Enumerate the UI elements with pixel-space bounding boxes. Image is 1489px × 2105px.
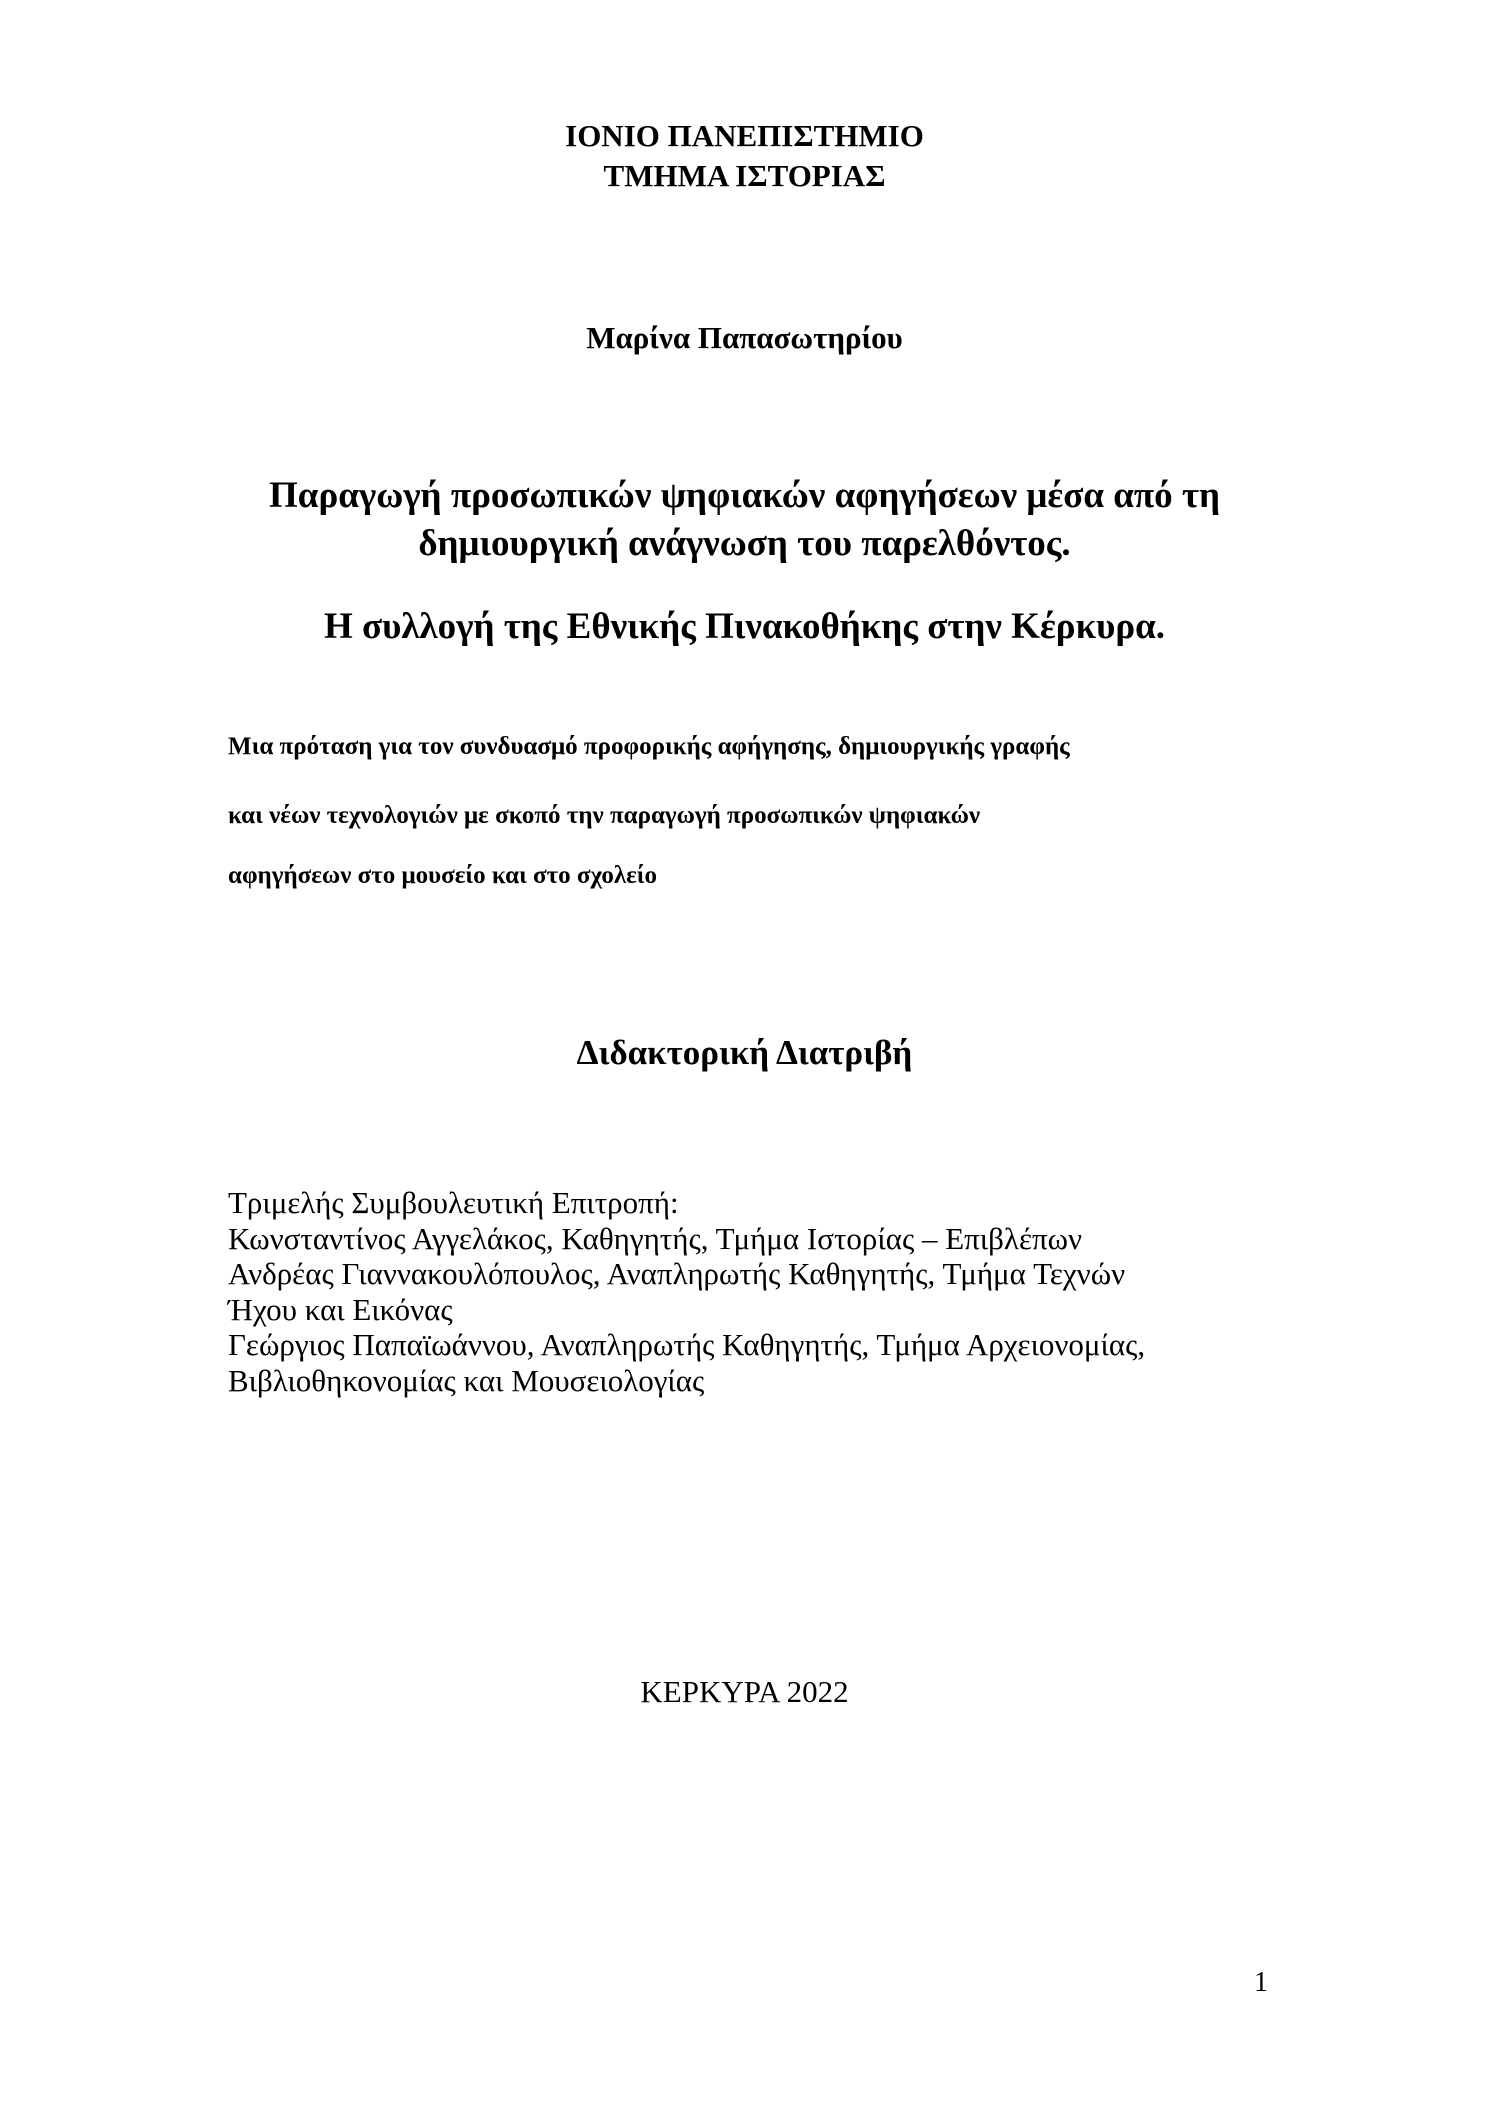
subtitle-line-3: αφηγήσεων στο μουσείο και στο σχολείο	[228, 862, 658, 889]
advisory-committee	[228, 1185, 1145, 1398]
degree-type: Διδακτορική Διατριβή	[576, 1033, 913, 1072]
department-name: ΤΜΗΜΑ ΙΣΤΟΡΙΑΣ	[603, 158, 886, 193]
author-name: Μαρίνα Παπασωτηρίου	[586, 320, 903, 355]
committee-line: Ήχου και Εικόνας	[228, 1291, 453, 1327]
thesis-title-line-1: Παραγωγή προσωπικών ψηφιακών αφηγήσεων μέσα από τη	[269, 475, 1220, 516]
place-and-year: ΚΕΡΚΥΡΑ 2022	[640, 1674, 849, 1709]
committee-line: Κωνσταντίνος Αγγελάκος, Καθηγητής, Τμήμα Ιστορίας – Επιβλέπων	[228, 1220, 1083, 1256]
university-name: ΙΟΝΙΟ ΠΑΝΕΠΙΣΤΗΜΙΟ	[565, 118, 924, 153]
thesis-title-line-3: Η συλλογή της Εθνικής Πινακοθήκης στην Κέρκυρα.	[323, 606, 1166, 647]
committee-line: Γεώργιος Παπαϊωάννου, Αναπληρωτής Καθηγητής, Τμήμα Αρχειονομίας,	[228, 1327, 1146, 1362]
page-number: 1	[1254, 1967, 1268, 1998]
thesis-title	[0, 472, 1489, 568]
thesis-title-line-2: δημιουργική ανάγνωση του παρελθόντος.	[418, 523, 1071, 564]
committee-line: Βιβλιοθηκονομίας και Μουσειολογίας	[228, 1362, 705, 1398]
committee-line: Ανδρέας Γιαννακουλόπουλος, Αναπληρωτής Καθηγητής, Τμήμα Τεχνών	[228, 1256, 1126, 1291]
subtitle-line-1: Μια πρόταση για τον συνδυασμό προφορικής αφήγησης, δημιουργικής γραφής	[228, 733, 1070, 760]
university-header	[0, 116, 1489, 196]
committee-heading: Τριμελής Συμβουλευτική Επιτροπή:	[228, 1185, 679, 1220]
subtitle-line-2: και νέων τεχνολογιών με σκοπό την παραγωγή προσωπικών ψηφιακών	[228, 802, 981, 829]
